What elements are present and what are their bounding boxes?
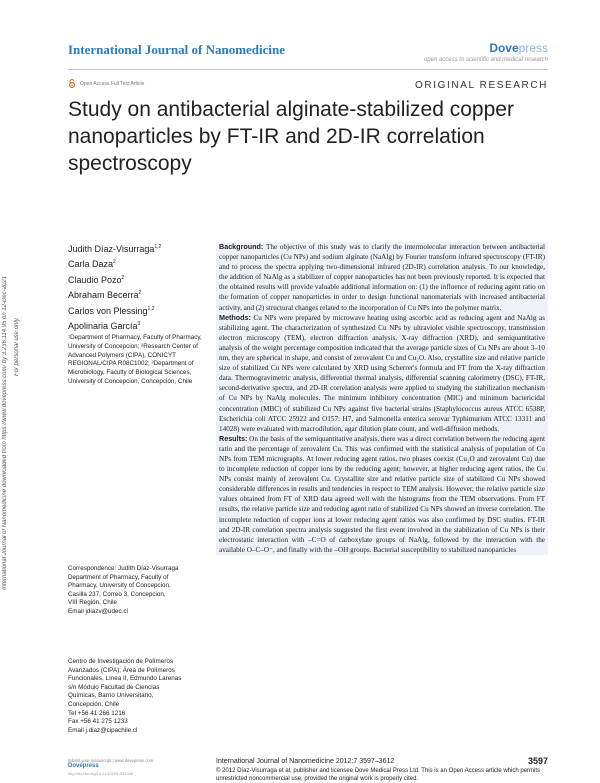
author-name-text: Carla Daza <box>68 259 114 270</box>
abstract <box>216 242 548 555</box>
author-name <box>68 303 208 318</box>
author-name <box>68 256 208 271</box>
author-list <box>68 241 208 333</box>
author-name-text: Abraham Becerra <box>68 290 139 301</box>
author-affiliation-sup: 3 <box>137 321 141 328</box>
author-name-text: Claudio Pozo <box>68 274 122 285</box>
affiliations: ¹Department of Pharmacy, Faculty of Pharmacy, University of Concepcion; ²Research Center of Advanced Polymers (CIPA), CONICYT REGIONAL/CIPA R08C1002; ³Department of Microbiology, Faculty of Biological Sciences, University of Concepcion, Concepción, Chile <box>68 334 202 385</box>
brand-main: Dove <box>489 41 519 55</box>
open-access-icon <box>68 79 76 88</box>
footer-brand: Dovepress <box>68 763 99 769</box>
address-line: Email j.diaz@cipachile.cl <box>68 726 138 734</box>
author-name <box>68 287 208 302</box>
author-name <box>68 318 208 333</box>
correspondence-line: VIII Región, Chile <box>68 599 118 607</box>
open-access-label: Open Access Full Text Article <box>80 81 145 87</box>
copyright-notice: © 2012 Díaz-Visurraga et al, publisher and licensee Dove Medical Press Ltd. This is an Open Access article which permits unrestricted noncommercial use, provided the original work is properly cited. <box>216 768 541 782</box>
section-label: ORIGINAL RESEARCH <box>415 80 548 91</box>
correspondence <box>68 565 208 617</box>
address-line: Concepción, Chile <box>68 700 120 708</box>
results-label: Results: <box>219 433 248 443</box>
address-line: Fax +56 41 275 1233 <box>68 718 128 726</box>
paper-title: Study on antibacterial alginate-stabilized copper nanoparticles by FT-IR and 2D-IR correlation spectroscopy <box>68 98 514 175</box>
address-line: Centro de Investigación de Polímeros <box>68 658 174 665</box>
methods-text: Cu NPs were prepared by microwave heating using ascorbic acid as reducing agent and NaAlg as stabilizing agent. The characterization of synthesized Cu NPs by ultraviolet visible spectroscopy, transmission electron microscopy (TEM), electron diffraction analysis, X-ray diffraction (XRD), and semiquantitative analysis of the weight percentage composition indicated that the average particle sizes of Cu NPs are about 3–10 nm, they are spherical in shape, and consist of zerovalent Cu and Cu₂O. Also, crystallite size and relative particle size of stabilized Cu NPs were calculated by XRD using Scherrer's formula and FT from the X-ray diffraction data. Thermogravimetric analysis, differential thermal analysis, differential scanning calorimetry (DSC), FT-IR, second-derivative spectra, and 2D-IR correlation analysis were applied to studying the stabilization mechanism of Cu NPs by NaAlg molecules. The minimum inhibitory concentration (MIC) and minimum bactericidal concentration (MBC) of stabilized Cu NPs against five bacterial strains (Staphylococcus aureus ATCC 6538P, Escherichia coli ATCC 25922 and O157: H7, and Salmonella enterica serovar Typhimurium ATCC 13311 and 14028) were evaluated with macrodilution, agar dilution plate count, and well-diffusion methods. <box>219 313 545 433</box>
correspondence-line: Correspondence: Judith Díaz-Visurraga <box>68 565 179 572</box>
correspondence-line: Casilla 237, Correo 3, Concepcion, <box>68 590 166 598</box>
download-notice: International Journal of Nanomedicine downloaded from https://www.dovepress.com/ by 3.236.114.95 on 12-Dec-2021 <box>2 275 8 590</box>
header-divider <box>68 69 548 70</box>
background-label: Background: <box>219 242 264 251</box>
author-affiliation-sup: 2 <box>138 290 142 297</box>
author-name-text: Apolinaria García <box>68 321 138 332</box>
results-text: On the basis of the semiquantitative analysis, there was a direct correlation between the reducing agent ratio and the percentage of zerovalent Cu. This was confirmed with the statistical analysis of population of Cu NPs from TEM micrographs. At lower reducing agent ratios, two phases coexist (Cu₂O and zerovalent Cu) due to incomplete reduction of copper ions by the reducing agent; however, at higher reducing agent ratios, the Cu NPs consist mainly of zerovalent Cu. Crystallite size and relative particle size of stabilized Cu NPs showed considerable differences in results and tendencies in respect to TEM analysis. However, the relative particle size values obtained from FT of XRD data agreed well with the histograms from the TEM observations. From FT results, the relative particle size and reducing agent ratio of stabilized Cu NPs showed an inverse correlation. The incomplete reduction of copper ions at lower reducing agent ratios was also confirmed by DSC studies. FT-IR and 2D-IR correlation spectra analysis suggested the first event involved in the stabilization of Cu NPs is their electrostatic interaction with –C=O of carboxylate groups of NaAlg, followed by the interaction with the available O–C–O⁻, and finally with the –OH groups. Bacterial susceptibility to stabilized nanoparticles <box>219 434 545 554</box>
methods-label: Methods: <box>219 312 251 322</box>
address-line: Funcionales, Línea II, Edmundo Larenas <box>68 675 182 683</box>
correspondence-line: Email jdiazv@udec.cl <box>68 607 128 615</box>
dovepress-logo[interactable] <box>489 41 548 55</box>
brand-light: press <box>518 41 548 55</box>
correspondence-address <box>68 658 208 735</box>
address-line: Tel +56 41 266 1216 <box>68 709 126 717</box>
background-text: The objective of this study was to clarify the intermolecular interaction between antibacterial copper nanoparticles (Cu NPs) and sodium alginate (NaAlg) by Fourier transform infrared spectroscopy (FT-IR) and to process the spectra applying two-dimensional infrared (2D-IR) correlation analysis. To our knowledge, the addition of NaAlg as a stabilizer of copper nanoparticles has not been previously reported. It is expected that the obtained results will provide valuable additional information on: (1) the influence of reducing agent ratio on the formation of copper nanoparticles in order to design functional nanomaterials with increased antibacterial activity, and (2) structural changes related to the incorporation of Cu NPs into the polymer matrix. <box>219 243 545 312</box>
author-name <box>68 241 208 256</box>
author-name-text: Carlos von Plessing <box>68 305 148 316</box>
personal-use-notice: For personal use only. <box>14 317 20 376</box>
footer-citation: International Journal of Nanomedicine 2012:7 3597–3612 <box>216 758 395 765</box>
doi-link[interactable]: http://dx.doi.org/10.2147/IJN.S31346 <box>68 771 134 776</box>
brand-tagline: open access to scientific and medical research <box>423 57 548 63</box>
journal-title: International Journal of Nanomedicine <box>68 42 286 57</box>
author-affiliation-sup: 2 <box>113 259 116 266</box>
author-name <box>68 272 208 287</box>
address-line: Avanzados (CIPA), Área de Polímeros <box>68 666 175 674</box>
page-number: 3597 <box>527 756 548 766</box>
address-line: s/n Módulo Facultad de Ciencias <box>68 683 160 691</box>
correspondence-line: Department of Pharmacy, Faculty of <box>68 573 169 581</box>
address-line: Químicas, Barrio Universitario, <box>68 692 154 700</box>
author-affiliation-sup: 2 <box>121 274 125 281</box>
author-affiliation-sup: 1,2 <box>154 244 162 250</box>
correspondence-line: Pharmacy, University of Concepcion, <box>68 582 171 590</box>
author-affiliation-sup: 1,2 <box>147 305 155 312</box>
author-name-text: Judith Díaz-Visurraga <box>68 244 155 254</box>
submit-manuscript-note[interactable]: submit your manuscript | www.dovepress.com <box>68 758 154 763</box>
